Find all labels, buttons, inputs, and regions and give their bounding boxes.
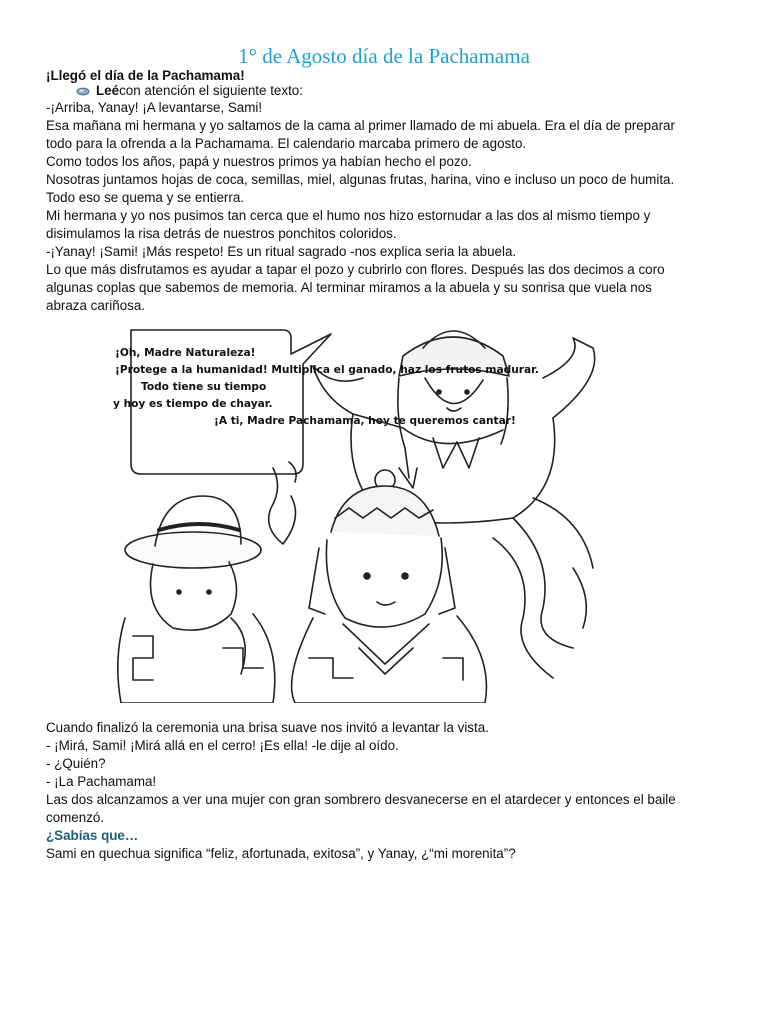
story-line: Las dos alcanzamos a ver una mujer con gran sombrero desvanecerse en el atardecer y entonces el baile bbox=[46, 792, 676, 807]
story-line: Todo eso se quema y se entierra. bbox=[46, 190, 244, 205]
story-line: - ¿Quién? bbox=[46, 756, 106, 771]
story-line: - ¡Mirá, Sami! ¡Mirá allá en el cerro! ¡Es ella! -le dije al oído. bbox=[46, 738, 399, 753]
subtitle: ¡Llegó el día de la Pachamama! bbox=[46, 68, 245, 83]
instruction-rest: con atención el siguiente texto: bbox=[119, 83, 303, 98]
story-bottom bbox=[46, 719, 736, 863]
poem-line: y hoy es tiempo de chayar. bbox=[113, 398, 273, 410]
story-line: -¡Yanay! ¡Sami! ¡Más respeto! Es un ritual sagrado -nos explica seria la abuela. bbox=[46, 244, 517, 259]
story-top bbox=[46, 99, 736, 315]
story-line: abraza cariñosa. bbox=[46, 298, 145, 313]
instruction bbox=[76, 83, 303, 99]
story-line: disimulamos la risa detrás de nuestros ponchitos coloridos. bbox=[46, 226, 397, 241]
sabias-heading: ¿Sabías que… bbox=[46, 828, 139, 843]
story-line: Como todos los años, papá y nuestros primos ya habían hecho el pozo. bbox=[46, 154, 472, 169]
story-line: Lo que más disfrutamos es ayudar a tapar el pozo y cubrirlo con flores. Después las dos decimos a coro bbox=[46, 262, 665, 277]
sabias-text: Sami en quechua significa “feliz, afortunada, exitosa”, y Yanay, ¿“mi morenita”? bbox=[46, 846, 516, 861]
story-line: Cuando finalizó la ceremonia una brisa suave nos invitó a levantar la vista. bbox=[46, 720, 489, 735]
story-line: comenzó. bbox=[46, 810, 105, 825]
poem-line: ¡Protege a la humanidad! Multiplica el ganado, haz los frutos madurar. bbox=[115, 364, 539, 376]
story-line: algunas coplas que sabemos de memoria. Al terminar miramos a la abuela y su sonrisa que vuela nos bbox=[46, 280, 652, 295]
poem-line: ¡Oh, Madre Naturaleza! bbox=[115, 347, 256, 359]
poem-line: Todo tiene su tiempo bbox=[141, 381, 267, 393]
story-line: Esa mañana mi hermana y yo saltamos de la cama al primer llamado de mi abuela. Era el día de preparar bbox=[46, 118, 675, 133]
poem-line: ¡A ti, Madre Pachamama, hoy te queremos cantar! bbox=[214, 415, 516, 427]
instruction-verb: Leé bbox=[96, 83, 120, 98]
story-line: Mi hermana y yo nos pusimos tan cerca que el humo nos hizo estornudar a las dos al mismo tiempo y bbox=[46, 208, 651, 223]
page-title: 1° de Agosto día de la Pachamama bbox=[238, 44, 530, 68]
story-line: -¡Arriba, Yanay! ¡A levantarse, Sami! bbox=[46, 100, 263, 115]
story-line: Nosotras juntamos hojas de coca, semillas, miel, algunas frutas, harina, vino e incluso un poco de humita. bbox=[46, 172, 675, 187]
pencil-icon bbox=[76, 87, 90, 96]
story-line: - ¡La Pachamama! bbox=[46, 774, 157, 789]
story-line: todo para la ofrenda a la Pachamama. El calendario marcaba primero de agosto. bbox=[46, 136, 527, 151]
